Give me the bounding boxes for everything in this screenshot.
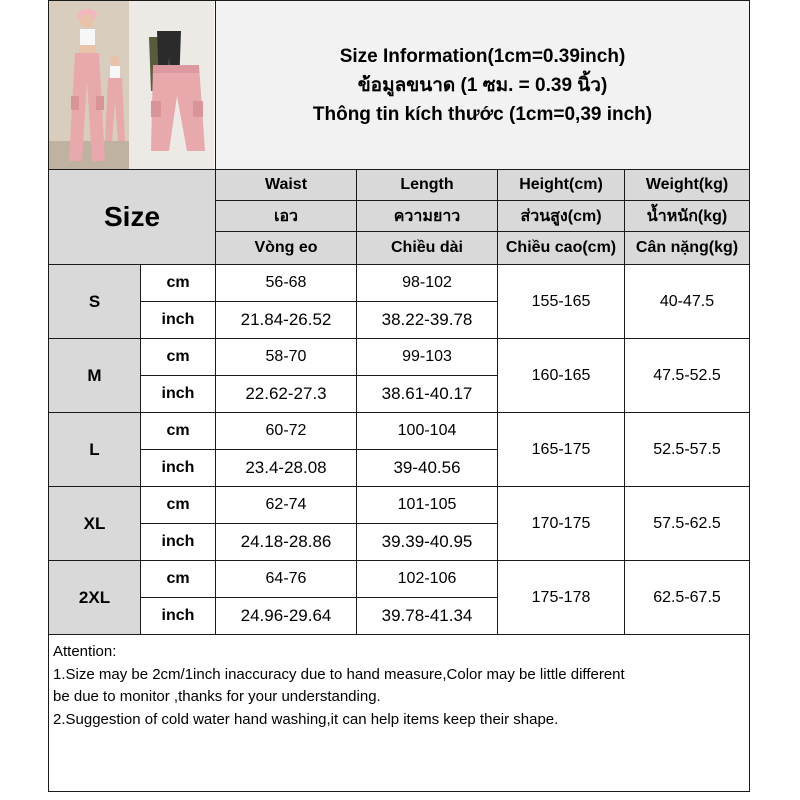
waist-inch: 24.18-28.86 — [216, 524, 357, 561]
size-name: S — [49, 265, 141, 339]
weight-value: 47.5-52.5 — [625, 339, 750, 413]
unit-inch: inch — [141, 524, 216, 561]
size-name: L — [49, 413, 141, 487]
product-photo — [49, 1, 214, 169]
waist-cm: 58-70 — [216, 339, 357, 376]
table-row — [49, 339, 750, 376]
title-block — [216, 1, 750, 170]
waist-cm: 56-68 — [216, 265, 357, 302]
waist-inch: 22.62-27.3 — [216, 376, 357, 413]
unit-cm: cm — [141, 413, 216, 450]
attention-notes — [49, 635, 750, 792]
col-length-en: Length — [357, 170, 498, 201]
length-cm: 101-105 — [357, 487, 498, 524]
unit-inch: inch — [141, 302, 216, 339]
col-height-en: Height(cm) — [498, 170, 625, 201]
col-height-th: ส่วนสูง(cm) — [498, 201, 625, 232]
unit-cm: cm — [141, 561, 216, 598]
length-cm: 98-102 — [357, 265, 498, 302]
col-weight-vi: Cân nặng(kg) — [625, 232, 750, 265]
note-line-3: 2.Suggestion of cold water hand washing,it can help items keep their shape. — [53, 710, 559, 728]
waist-inch: 21.84-26.52 — [216, 302, 357, 339]
size-chart — [48, 0, 749, 800]
size-name: XL — [49, 487, 141, 561]
length-cm: 100-104 — [357, 413, 498, 450]
height-value: 155-165 — [498, 265, 625, 339]
size-name: 2XL — [49, 561, 141, 635]
height-value: 170-175 — [498, 487, 625, 561]
waist-inch: 24.96-29.64 — [216, 598, 357, 635]
table-row — [49, 561, 750, 598]
height-value: 160-165 — [498, 339, 625, 413]
unit-cm: cm — [141, 339, 216, 376]
weight-value: 40-47.5 — [625, 265, 750, 339]
title-thai: ข้อมูลขนาด (1 ซม. = 0.39 นิ้ว) — [357, 74, 608, 96]
table-row — [49, 487, 750, 524]
weight-value: 62.5-67.5 — [625, 561, 750, 635]
col-waist-en: Waist — [216, 170, 357, 201]
col-waist-th: เอว — [216, 201, 357, 232]
col-length-vi: Chiều dài — [357, 232, 498, 265]
unit-cm: cm — [141, 265, 216, 302]
unit-inch: inch — [141, 450, 216, 487]
waist-inch: 23.4-28.08 — [216, 450, 357, 487]
length-cm: 102-106 — [357, 561, 498, 598]
unit-inch: inch — [141, 376, 216, 413]
weight-value: 57.5-62.5 — [625, 487, 750, 561]
waist-cm: 60-72 — [216, 413, 357, 450]
table-row — [49, 413, 750, 450]
size-name: M — [49, 339, 141, 413]
length-cm: 99-103 — [357, 339, 498, 376]
col-weight-th: น้ำหนัก(kg) — [625, 201, 750, 232]
note-line-2: be due to monitor ,thanks for your understanding. — [53, 688, 381, 705]
weight-value: 52.5-57.5 — [625, 413, 750, 487]
col-waist-vi: Vòng eo — [216, 232, 357, 265]
waist-cm: 62-74 — [216, 487, 357, 524]
length-inch: 38.61-40.17 — [357, 376, 498, 413]
note-line-1: 1.Size may be 2cm/1inch inaccuracy due to hand measure,Color may be little different — [53, 665, 625, 683]
length-inch: 39-40.56 — [357, 450, 498, 487]
col-length-th: ความยาว — [357, 201, 498, 232]
waist-cm: 64-76 — [216, 561, 357, 598]
length-inch: 39.78-41.34 — [357, 598, 498, 635]
notes-heading: Attention: — [53, 643, 117, 660]
unit-cm: cm — [141, 487, 216, 524]
size-header: Size — [49, 170, 216, 265]
height-value: 175-178 — [498, 561, 625, 635]
table-row — [49, 265, 750, 302]
length-inch: 38.22-39.78 — [357, 302, 498, 339]
title-english: Size Information(1cm=0.39inch) — [339, 45, 626, 67]
unit-inch: inch — [141, 598, 216, 635]
product-photo-cell — [49, 1, 216, 170]
col-weight-en: Weight(kg) — [625, 170, 750, 201]
title-vietnamese: Thông tin kích thước (1cm=0,39 inch) — [312, 103, 653, 125]
length-inch: 39.39-40.95 — [357, 524, 498, 561]
col-height-vi: Chiều cao(cm) — [498, 232, 625, 265]
size-table — [48, 0, 750, 792]
height-value: 165-175 — [498, 413, 625, 487]
